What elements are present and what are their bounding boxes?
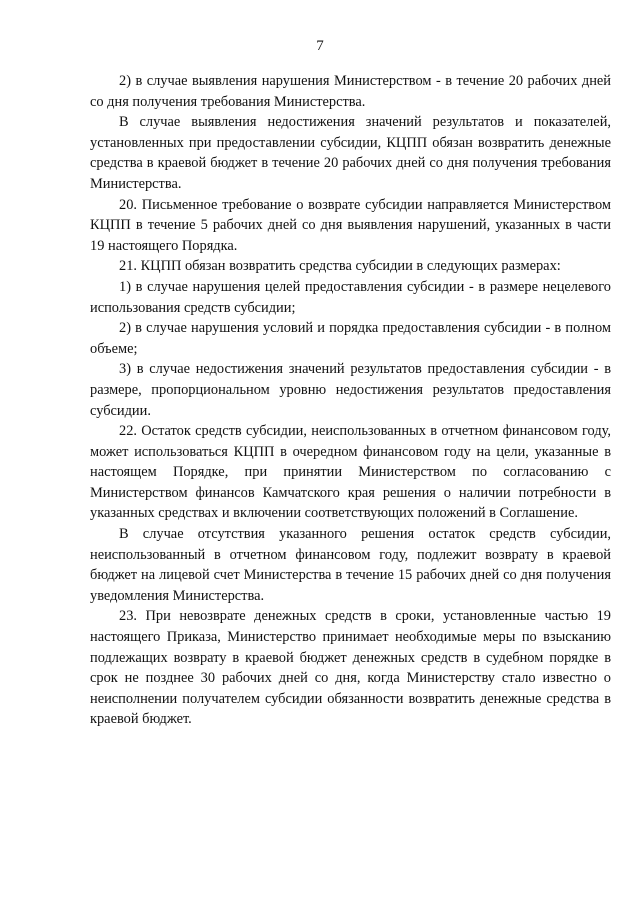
page-number: 7 <box>316 38 324 54</box>
paragraph-result-shortfall: В случае выявления недостижения значений результатов и показателей, установленных при предоставлении субсидии, КЦПП обязан возвратить денежные средства в краевой бюджет в течение 20 рабочих дней со дня получения требования Министерства. <box>90 114 611 192</box>
paragraph-22-refund: В случае отсутствия указанного решения остаток средств субсидии, неиспользованный в отчетном финансовом году, подлежит возврату в краевой бюджет на лицевой счет Министерства в течение 15 рабочих дней со дня получения уведомления Министерства. <box>90 526 611 604</box>
document-body <box>90 71 611 730</box>
paragraph-21-item-3: 3) в случае недостижения значений результатов предоставления субсидии - в размере, пропорциональном уровню недостижения результатов предоставления субсидии. <box>90 361 611 419</box>
paragraph-21: 21. КЦПП обязан возвратить средства субсидии в следующих размерах: <box>119 258 561 275</box>
paragraph-21-item-1: 1) в случае нарушения целей предоставления субсидии - в размере нецелевого использования средств субсидии; <box>90 278 611 316</box>
paragraph-19-item-2: 2) в случае выявления нарушения Министерством - в течение 20 рабочих дней со дня получения требования Министерства. <box>90 73 611 110</box>
paragraph-21-item-2: 2) в случае нарушения условий и порядка предоставления субсидии - в полном объеме; <box>90 320 611 357</box>
paragraph-20: 20. Письменное требование о возврате субсидии направляется Министерством КЦПП в течение 5 рабочих дней со дня выявления нарушений, указанных в части 19 настоящего Порядка. <box>90 196 611 254</box>
paragraph-23: 23. При невозврате денежных средств в сроки, установленные частью 19 настоящего Приказа, Министерство принимает необходимые меры по взысканию подлежащих возврату в краевой бюджет денежных средств в судебном порядке в срок не позднее 30 рабочих дней со дня, когда Министерству стало известно о неисполнении получателем субсидии обязанности возвратить денежные средства в краевой бюджет. <box>90 608 611 728</box>
paragraph-22: 22. Остаток средств субсидии, неиспользованных в отчетном финансовом году, может использоваться КЦПП в очередном финансовом году на цели, указанные в настоящем Порядке, при принятии Министерством по согласованию с Министерством финансов Камчатского края решения о наличии потребности в указанных средствах и включении соответствующих положений в Соглашение. <box>90 423 611 522</box>
